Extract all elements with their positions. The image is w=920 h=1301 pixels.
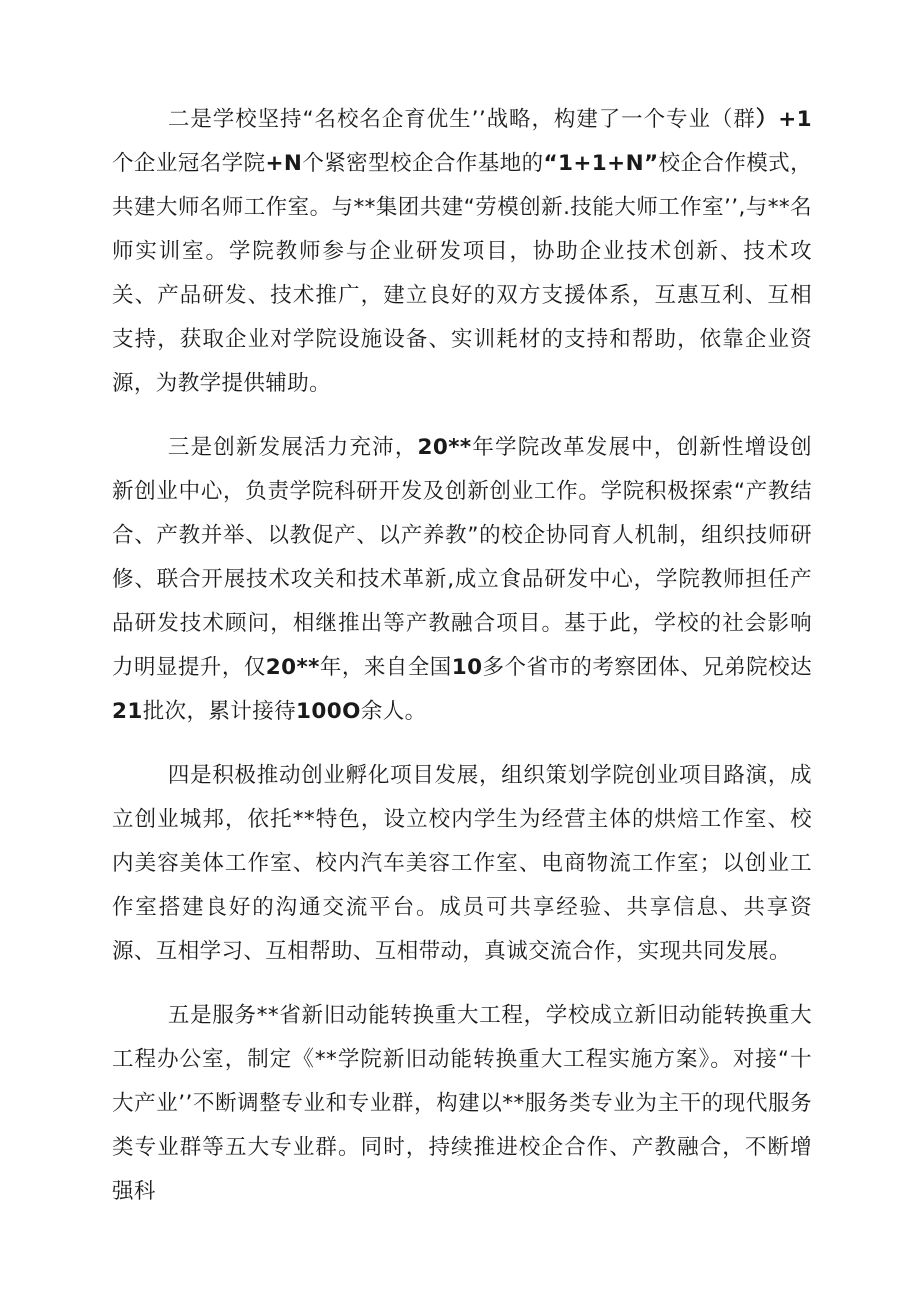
text-run: 四是积极推动创业孵化项目发展，组织策划学院创业项目路演，成立创业城邦，依托**特色，设立校内学生为经营主体的烘焙工作室、校内美容美体工作室、校内汽车美容工作室、电商物流工作室；以创业工作室搭建良好的沟通交流平台。成员可共享经验、共享信息、共享资源、互相学习、互相帮助、互相带动，真诚交流合作，实现共同发展。 — [112, 763, 812, 964]
text-run: 五是服务**省新旧动能转换重大工程，学校成立新旧动能转换重大工程办公室，制定《**学院新旧动能转换重大工程实施方案》。对接“十大产业’’不断调整专业和专业群，构建以**服务类专业为主干的现代服务类专业群等五大专业群。同时，持续推进校企合作、产教融合，不断增强科 — [112, 1003, 812, 1204]
text-run: 校企合作模式，共建大师名师工作室。与**集团共建“劳模创新.技能大师工作室’’,与**名师实训室。学院教师参与企业研发项目，协助企业技术创新、技术攻关、产品研发、技术推广，建立良好的双方支援体系，互惠互利、互相支持，获取企业对学院设施设备、实训耗材的支持和帮助，依靠企业资源，为教学提供辅助。 — [112, 151, 812, 396]
text-run: 个紧密型校企合作基地的 — [302, 151, 544, 176]
bold-text-run: ）+1 — [755, 107, 812, 132]
text-run: 多个省市的考察团体、兄弟院校达 — [482, 655, 812, 680]
bold-text-run: 20** — [417, 435, 472, 460]
paragraph — [112, 98, 812, 406]
text-run: 年，来自全国 — [319, 655, 452, 680]
bold-text-run: 100O — [296, 699, 361, 724]
text-run: 余人。 — [360, 699, 427, 724]
bold-text-run: +N — [265, 151, 303, 176]
text-run: 个企业冠名学院 — [112, 151, 266, 176]
paragraph — [112, 426, 812, 734]
text-run: 年学院改革发展中，创新性增设创新创业中心，负责学院科研开发及创新创业工作。学院积极探索“产教结合、产教并举、以教促产、以产养教”的校企协同育人机制，组织技师研修、联合开展技术攻关和技术革新,成立食品研发中心，学院教师担任产品研发技术顾问，相继推出等产教融合项目。基于此，学校的社会影响力明显提升，仅 — [112, 435, 812, 680]
paragraph — [112, 754, 812, 974]
bold-text-run: “1+1+N” — [543, 151, 659, 176]
text-run: 二是学校坚持“名校名企育优生’’战略，构建了一个专业（群 — [167, 107, 756, 132]
text-run: 三是创新发展活力充沛， — [167, 435, 418, 460]
document-body — [112, 98, 812, 1214]
bold-text-run: 20** — [265, 655, 320, 680]
bold-text-run: 10 — [451, 655, 483, 680]
bold-text-run: 21 — [112, 699, 143, 724]
text-run: 批次，累计接待 — [142, 699, 297, 724]
paragraph — [112, 994, 812, 1214]
